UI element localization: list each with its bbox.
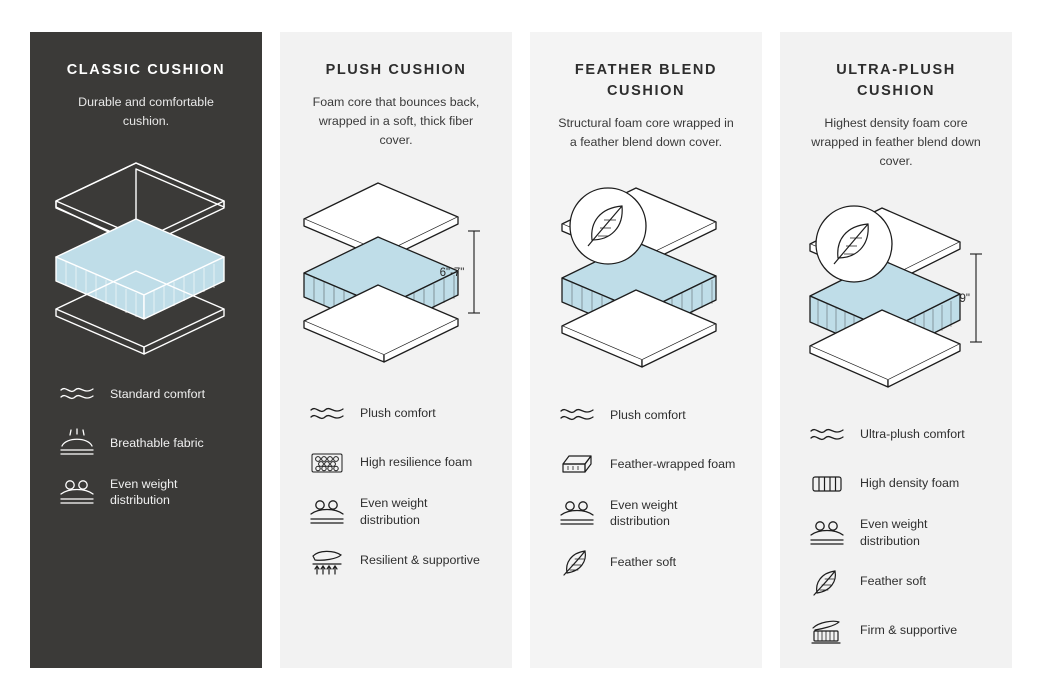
list-item <box>806 565 990 599</box>
cushion-layers-illustration <box>798 194 994 402</box>
honeycomb-foam-icon <box>306 446 348 480</box>
firm-support-icon <box>806 614 848 648</box>
page-title: CLASSIC CUSHION <box>66 62 226 78</box>
supportive-hand-icon <box>306 544 348 578</box>
panel-feather-blend-cushion <box>530 32 762 668</box>
feather-icon <box>806 565 848 599</box>
panel-ultra-plush-cushion <box>780 32 1012 668</box>
panel-description: Foam core that bounces back, wrapped in a soft, thick fiber cover. <box>312 95 480 148</box>
list-item <box>806 516 990 550</box>
cushion-layers-illustration <box>298 173 494 381</box>
list-item <box>556 496 740 530</box>
feature-label: Even weight distribution <box>860 516 928 548</box>
panel-description: Highest density foam core wrapped in feather blend down cover. <box>811 116 981 169</box>
list-item <box>556 545 740 579</box>
list-item <box>556 447 740 481</box>
feature-label: Even weight distribution <box>110 476 178 508</box>
foam-block-icon <box>556 447 598 481</box>
list-item <box>806 418 990 452</box>
panel-description: Durable and comfortable cushion. <box>78 95 214 129</box>
even-weight-icon <box>806 516 848 550</box>
feature-label: Feather soft <box>610 555 677 570</box>
feature-label: Firm & supportive <box>860 623 958 638</box>
feature-list <box>302 397 490 578</box>
leaf-badge <box>570 188 646 264</box>
page-title: PLUSH CUSHION <box>325 62 467 78</box>
feature-list <box>552 398 740 579</box>
list-item <box>306 495 490 529</box>
page-title: FEATHER BLEND CUSHION <box>574 62 718 100</box>
list-item <box>556 398 740 432</box>
waves-icon <box>56 377 98 411</box>
cushion-layers-illustration <box>48 153 244 361</box>
feature-label: Breathable fabric <box>110 436 204 451</box>
feature-label: Resilient & supportive <box>360 553 480 568</box>
list-item <box>56 475 240 509</box>
even-weight-icon <box>556 496 598 530</box>
list-item <box>56 377 240 411</box>
list-item <box>306 544 490 578</box>
feather-icon <box>556 545 598 579</box>
feature-list <box>52 377 240 509</box>
even-weight-icon <box>56 475 98 509</box>
dimension-label: 6"-7" <box>439 266 465 279</box>
feature-label: Standard comfort <box>110 387 206 402</box>
list-item <box>306 397 490 431</box>
dimension-label: 9" <box>959 292 970 305</box>
feature-label: High density foam <box>860 476 960 491</box>
list-item <box>306 446 490 480</box>
waves-icon <box>806 418 848 452</box>
feature-label: Even weight distribution <box>360 495 428 527</box>
feature-label: Feather-wrapped foam <box>610 457 736 472</box>
waves-icon <box>556 398 598 432</box>
density-bars-icon <box>806 467 848 501</box>
panel-classic-cushion <box>30 32 262 668</box>
list-item <box>806 614 990 648</box>
page-title: ULTRA-PLUSH CUSHION <box>836 62 956 100</box>
feature-list <box>802 418 990 648</box>
list-item <box>56 426 240 460</box>
even-weight-icon <box>306 495 348 529</box>
feature-label: Feather soft <box>860 574 927 589</box>
panel-description: Structural foam core wrapped in a feather blend down cover. <box>558 116 734 150</box>
feature-label: Ultra-plush comfort <box>860 427 965 442</box>
panel-plush-cushion <box>280 32 512 668</box>
feature-label: Even weight distribution <box>610 497 678 529</box>
list-item <box>806 467 990 501</box>
breathable-fabric-icon <box>56 426 98 460</box>
feature-label: High resilience foam <box>360 455 473 470</box>
waves-icon <box>306 397 348 431</box>
leaf-badge <box>816 206 892 282</box>
feature-label: Plush comfort <box>360 406 436 421</box>
feature-label: Plush comfort <box>610 408 686 423</box>
cushion-layers-illustration <box>548 174 744 382</box>
